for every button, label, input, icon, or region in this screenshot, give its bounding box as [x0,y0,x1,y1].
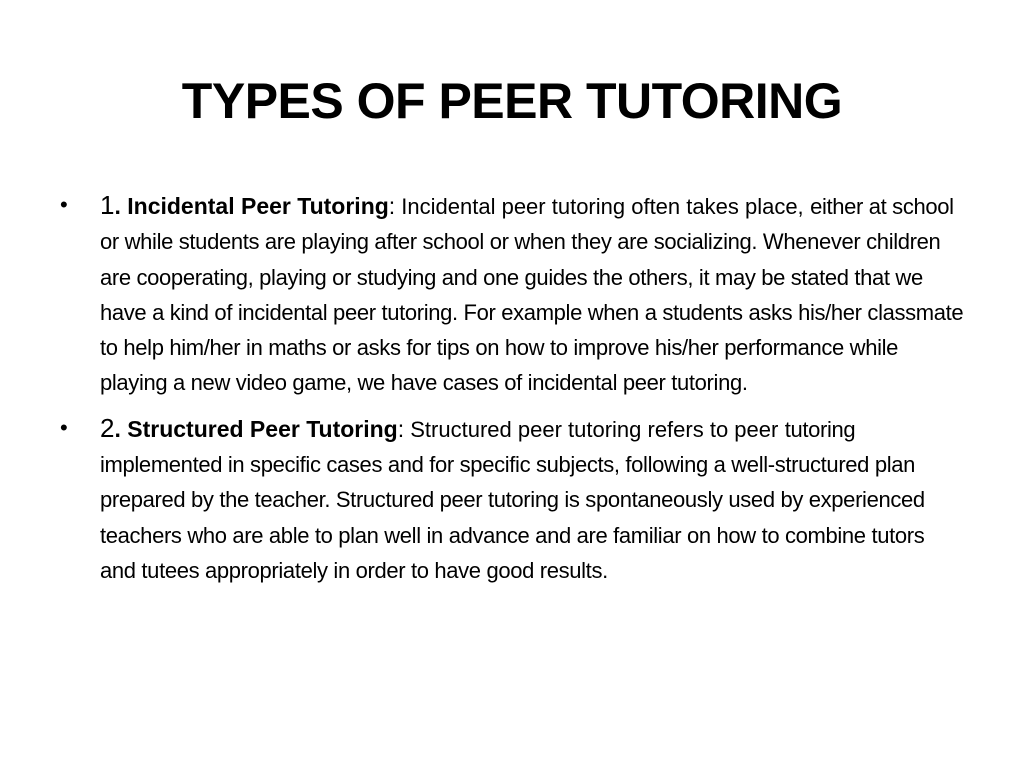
item-number: 1 [100,190,115,220]
item-description: either at school or while students are playing after school or when they are socializing. Whenever children are cooperating, playing or studying and one guides the others, it may be stated that we have a kind of incidental peer tutoring. For example when a students asks his/her classmate to help him/her in maths or asks for tips on how to improve his/her performance while playing a new video game, we have cases of incidental peer tutoring. [100,194,964,396]
item-intro: Incidental peer tutoring often takes place, [395,194,804,219]
item-intro: Structured peer tutoring refers to peer [404,416,779,442]
item-number: 2 [100,412,115,443]
slide-title: TYPES OF PEER TUTORING [181,73,843,129]
bullet-item-incidental [60,188,965,401]
item-term: Structured Peer Tutoring [127,415,398,442]
item-term: Incidental Peer Tutoring [127,193,389,219]
item-description: tutoring implemented in specific cases and for specific subjects, following a well-structured plan prepared by the teacher. Structured peer tutoring is spontaneously used by experienced teachers who are able to plan well in advance and are familiar on how to combine tutors and tutees appropriately in order to have good results. [100,416,925,583]
item-colon: : [397,415,405,442]
bullet-list [60,188,965,598]
item-number-dot: . [114,415,121,442]
bullet-icon: • [60,414,68,440]
bullet-item-structured [60,411,965,588]
item-number-dot: . [114,193,121,219]
bullet-icon: • [60,192,68,217]
item-colon: : [388,193,396,219]
